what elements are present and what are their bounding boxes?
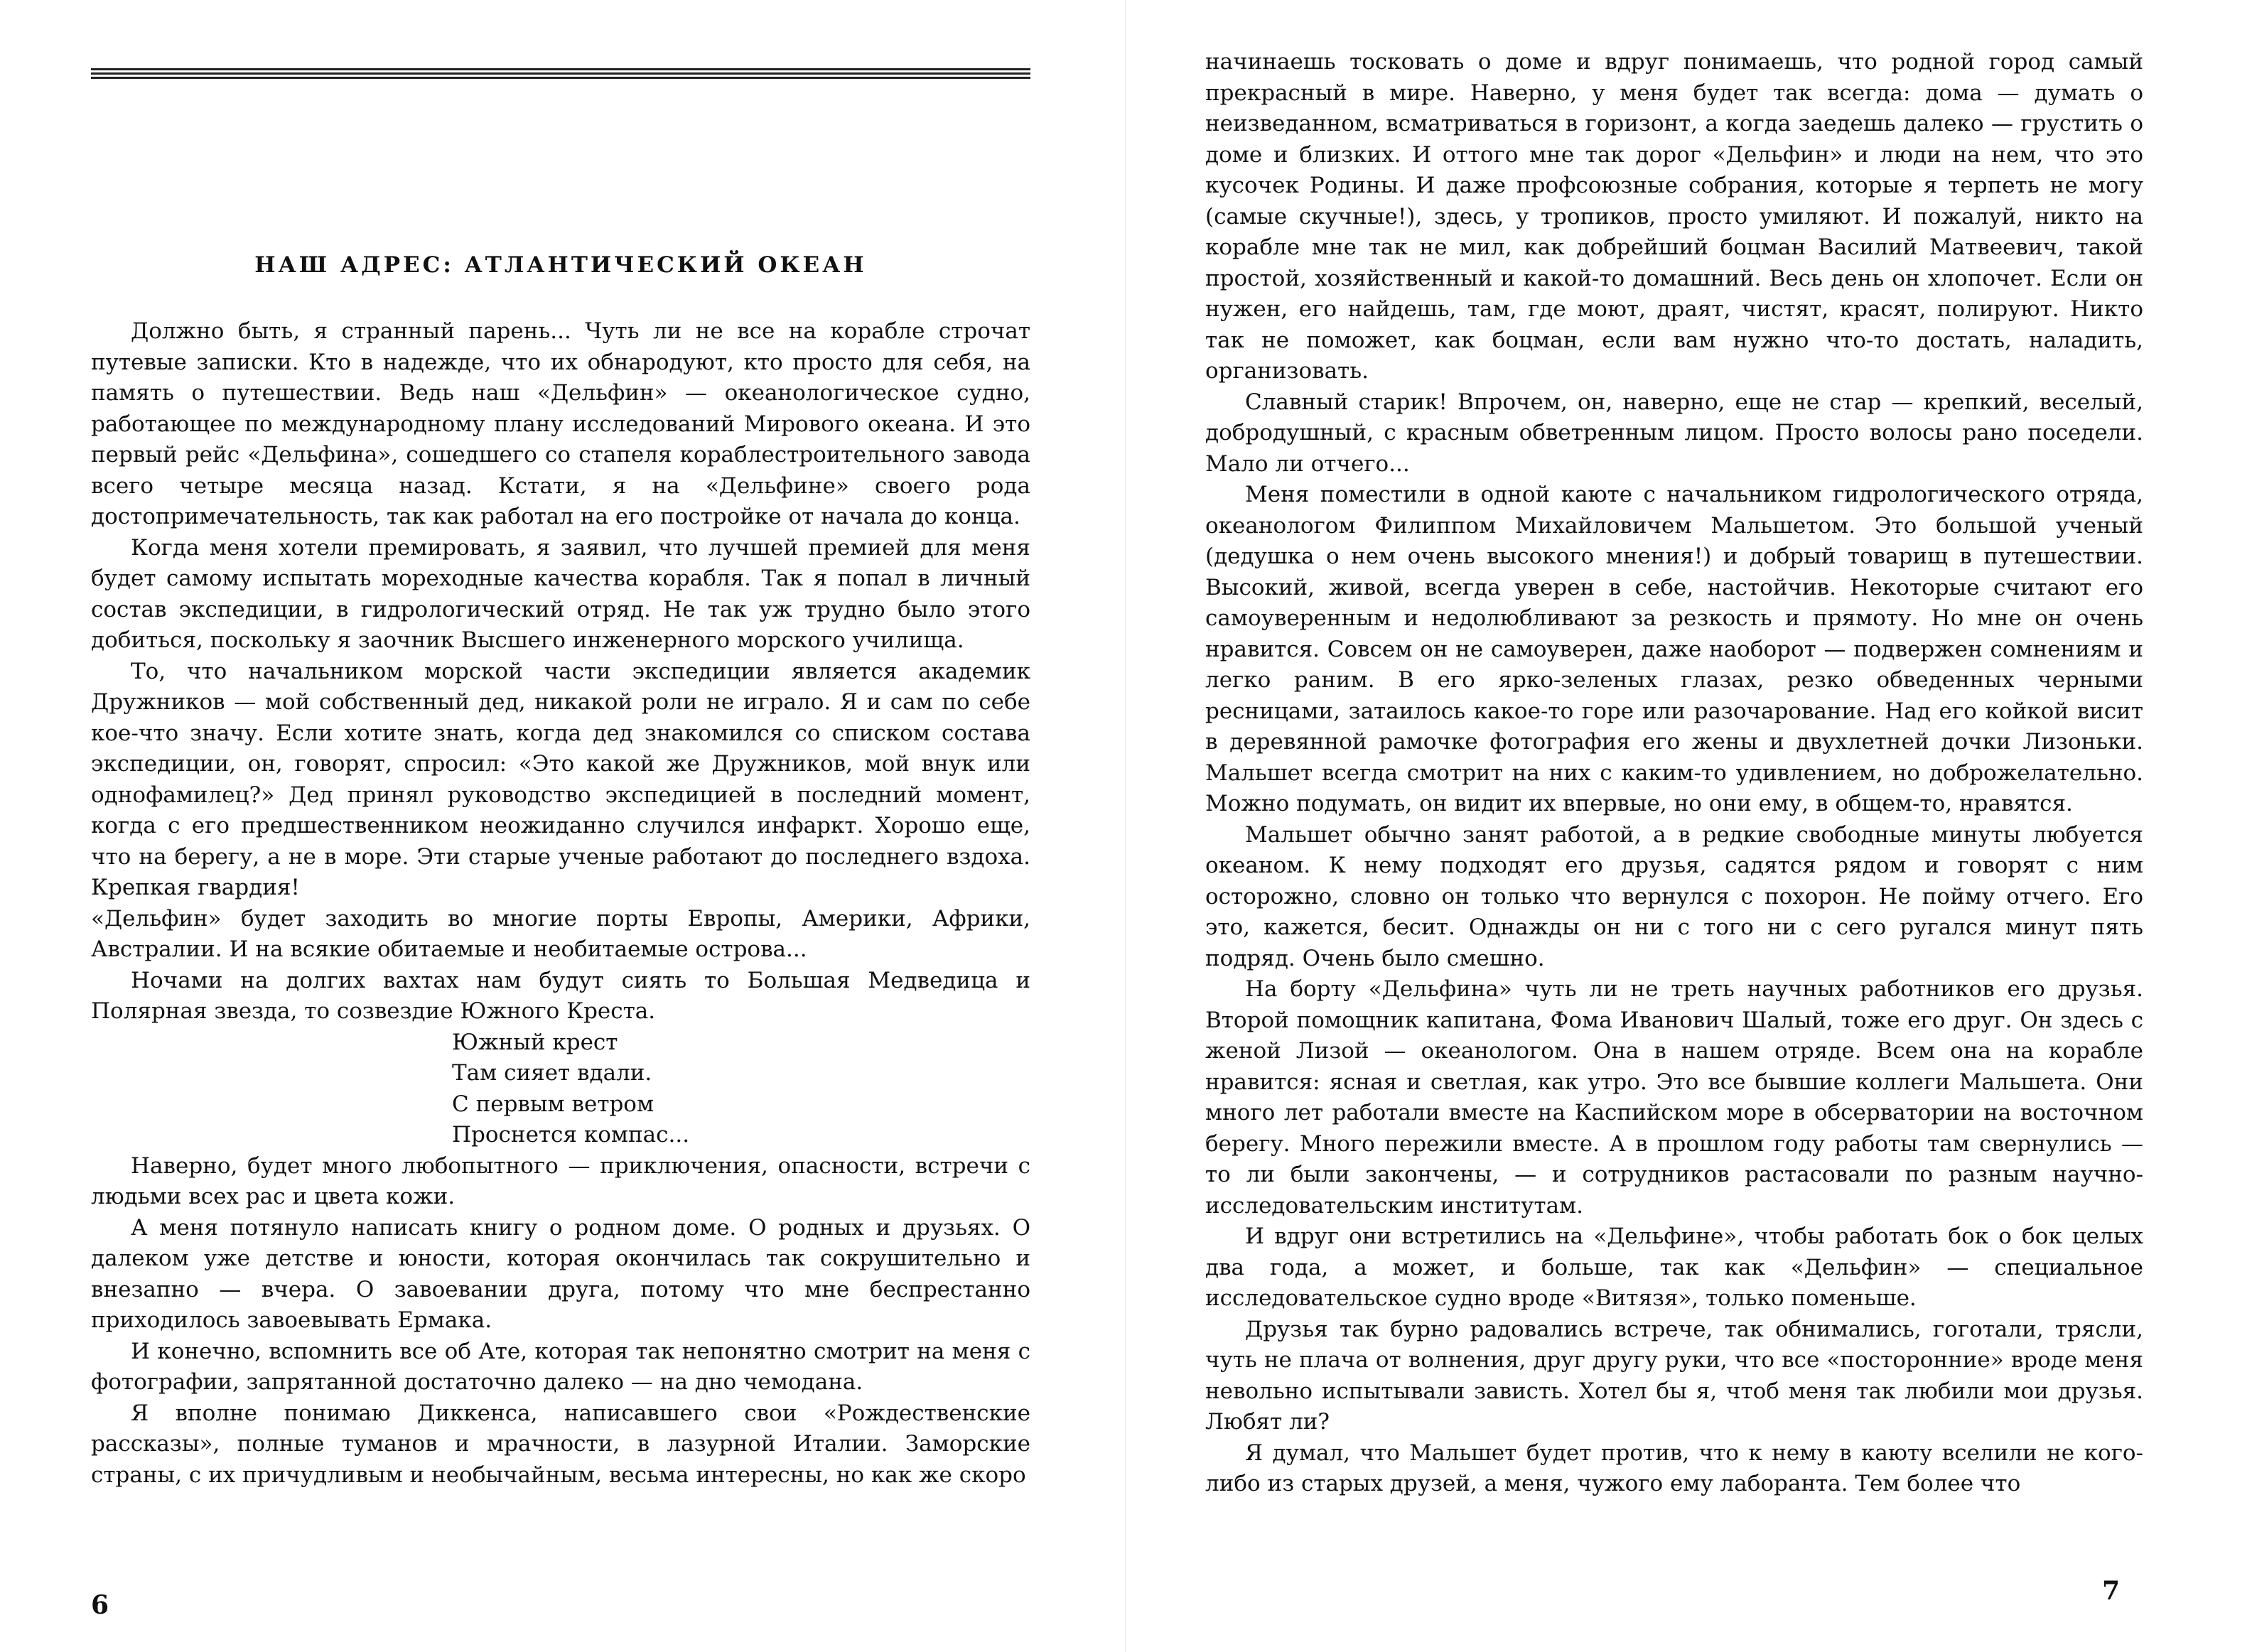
paragraph: Друзья так бурно радовались встрече, так обнимались, гоготали, трясли, чуть не плача от волнения, друг другу руки, что все «посторонние» вроде меня невольно испытывали зависть. Хотел бы я, чтоб меня так любили мои друзья. Любят ли?	[1205, 1316, 2143, 1435]
paragraph: Наверно, будет много любопытного — приключения, опасности, встречи с людьми всех рас и цвета кожи.	[91, 1152, 1030, 1209]
right-page-body	[1205, 47, 2143, 1500]
paragraph: И вдруг они встретились на «Дельфине», чтобы работать бок о бок целых два года, а может, и больше, так как «Дельфин» — специальное исследовательское судно вроде «Витязя», только поменьше.	[1205, 1224, 2143, 1311]
page-number-right: 7	[2102, 1576, 2121, 1606]
paragraph: И конечно, вспомнить все об Ате, которая так непонятно смотрит на меня с фотографии, запрятанной достаточно далеко — на дно чемодана.	[91, 1338, 1030, 1395]
paragraph: Я думал, что Мальшет будет против, что к нему в каюту вселили не кого-либо из старых друзей, а меня, чужого ему лаборанта. Тем более что	[1205, 1440, 2143, 1496]
page-number-left: 6	[91, 1590, 109, 1620]
left-page-body	[91, 316, 1030, 1491]
paragraph: То, что начальником морской части экспедиции является академик Дружников — мой собственный дед, никакой роли не играло. Я и сам по себе кое-что значу. Если хотите знать, когда дед знакомился со списком состава экспедиции, он, говорят, спросил: «Это какой же Дружников, мой внук или однофамилец?» Дед принял руководство экспедицией в последний момент, когда с его предшественником неожиданно случился инфаркт. Хорошо еще, что на берегу, а не в море. Эти старые ученые работают до последнего вздоха. Крепкая гвардия!	[91, 658, 1030, 900]
verse-stanza	[452, 1027, 1030, 1151]
chapter-title: НАШ АДРЕС: АТЛАНТИЧЕСКИЙ ОКЕАН	[254, 252, 867, 278]
paragraph: А меня потянуло написать книгу о родном доме. О родных и друзьях. О далеком уже детстве и юности, которая окончилась так сокрушительно и внезапно — вчера. О завоевании друга, потому что мне беспрестанно приходилось завоевывать Ермака.	[91, 1214, 1030, 1333]
paragraph-continuation: начинаешь тосковать о доме и вдруг понимаешь, что родной город самый прекрасный в мире. Наверно, у меня будет так всегда: дома — думать о неизведанном, всматриваться в горизонт, а когда заедешь далеко — грустить о доме и близких. И оттого мне так дорог «Дельфин» и люди на нем, что это кусочек Родины. И даже профсоюзные собрания, которые я терпеть не могу (самые скучные!), здесь, у тропиков, просто умиляют. И пожалуй, никто на корабле мне так не мил, как добрейший боцман Василий Матвеевич, такой простой, хозяйственный и какой-то домашний. Весь день он хлопочет. Если он нужен, его найдешь, там, где моют, драят, чистят, красят, полируют. Никто так не поможет, как боцман, если вам нужно что-то достать, наладить, организовать.	[1205, 49, 2143, 384]
paragraph: Когда меня хотели премировать, я заявил, что лучшей премией для меня будет самому испытать мореходные качества корабля. Так я попал в личный состав экспедиции, в гидрологический отряд. Не так уж трудно было этого добиться, поскольку я заочник Высшего инженерного морского училища.	[91, 534, 1030, 653]
verse-line: С первым ветром	[452, 1091, 654, 1117]
paragraph: Ночами на долгих вахтах нам будут сиять то Большая Медведица и Полярная звезда, то созвездие Южного Креста.	[91, 967, 1030, 1024]
header-ornament-rule	[91, 68, 1030, 82]
verse-line: Проснется компас...	[452, 1122, 690, 1148]
paragraph: Меня поместили в одной каюте с начальником гидрологического отряда, океанологом Филиппом Михайловичем Мальшетом. Это большой ученый (дедушка о нем очень высокого мнения!) и добрый товарищ в путешествии. Высокий, живой, всегда уверен в себе, настойчив. Некоторые считают его самоуверенным и недолюбливают за резкость и прямоту. Но мне он очень нравится. Совсем он не самоуверен, даже наоборот — подвержен сомнениям и легко раним. В его ярко-зеленых глазах, резко обведенных черными ресницами, затаилось какое-то горе или разочарование. Над его койкой висит в деревянной рамочке фотография его жены и двухлетней дочки Лизоньки. Мальшет всегда смотрит на них с каким-то удивлением, но доброжелательно. Можно подумать, он видит их впервые, но они ему, в общем-то, нравятся.	[1205, 482, 2143, 816]
paragraph: Славный старик! Впрочем, он, наверно, еще не стар — крепкий, веселый, добродушный, с красным обветренным лицом. Просто волосы рано поседели. Мало ли отчего...	[1205, 389, 2143, 477]
verse-line: Южный крест	[452, 1029, 618, 1055]
paragraph: «Дельфин» будет заходить во многие порты Европы, Америки, Африки, Австралии. И на всякие обитаемые и необитаемые острова...	[91, 905, 1030, 962]
paragraph: Мальшет обычно занят работой, а в редкие свободные минуты любуется океаном. К нему подходят его друзья, садятся рядом и говорят с ним осторожно, словно он только что вернулся с похорон. Не пойму отчего. Его это, кажется, бесит. Однажды он ни с того ни с сего ругался минут пять подряд. Очень было смешно.	[1205, 821, 2143, 971]
paragraph: Должно быть, я странный парень... Чуть ли не все на корабле строчат путевые записки. Кто в надежде, что их обнародуют, кто просто для себя, на память о путешествии. Ведь наш «Дельфин» — океанологическое судно, работающее по международному плану исследований Мирового океана. И это первый рейс «Дельфина», сошедшего со стапеля кораблестроительного завода всего четыре месяца назад. Кстати, я на «Дельфине» своего рода достопримечательность, так как работал на его постройке от начала до конца.	[91, 318, 1030, 529]
paragraph: Я вполне понимаю Диккенса, написавшего свои «Рождественские рассказы», полные туманов и мрачности, в лазурной Италии. Заморские страны, с их причудливым и необычайным, весьма интересны, но как же скоро	[91, 1400, 1030, 1488]
right-page	[1126, 0, 2252, 1652]
verse-line: Там сияет вдали.	[452, 1060, 652, 1086]
paragraph: На борту «Дельфина» чуть ли не треть научных работников его друзья. Второй помощник капитана, Фома Иванович Шалый, тоже его друг. Он здесь с женой Лизой — океанологом. Она в нашем отряде. Всем она на корабле нравится: ясная и светлая, как утро. Это все бывшие коллеги Мальшета. Они много лет работали вместе на Каспийском море в обсерватории на восточном берегу. Много пережили вместе. А в прошлом году работы там свернулись — то ли были закончены, — и сотрудников растасовали по разным научно-исследовательским институтам.	[1205, 976, 2143, 1219]
